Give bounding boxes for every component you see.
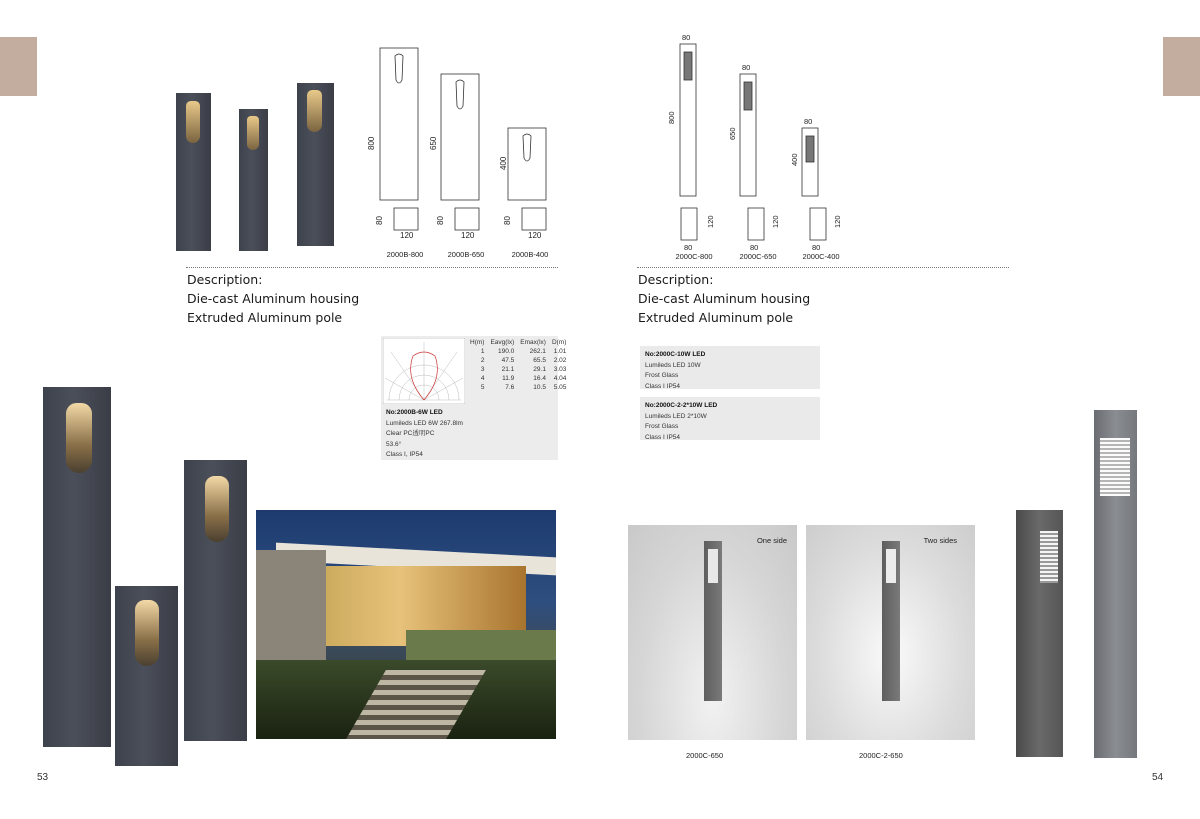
description-title: Description:	[638, 272, 714, 287]
spec-model: No:2000C-2-2*10W LED	[645, 402, 718, 409]
description-line: Extruded Aluminum pole	[638, 310, 794, 325]
render-photo-two-sides	[806, 525, 975, 740]
table-cell: 2.02	[553, 357, 567, 364]
dim-width: 120	[400, 231, 414, 240]
table-header-cell: D(m)	[551, 339, 567, 346]
photo-caption: 2000C-2-650	[859, 751, 903, 760]
dim-depth: 80	[503, 216, 512, 225]
right-page-tab	[1163, 37, 1200, 96]
svg-text:120: 120	[771, 215, 780, 228]
spec-line: Frost Glass	[645, 423, 679, 430]
spec-line: Class I, IP54	[386, 451, 423, 458]
left-page-tab	[0, 37, 37, 96]
spec-line: Lumileds LED 10W	[645, 361, 701, 369]
spec-model: No:2000B-6W LED	[386, 409, 443, 416]
photometric-table	[467, 338, 569, 392]
dim-height: 400	[499, 156, 508, 170]
table-cell: 10.5	[533, 384, 546, 391]
table-cell: 262.1	[529, 348, 546, 355]
svg-text:800: 800	[667, 111, 676, 124]
polar-diagram	[383, 338, 465, 404]
table-cell: 21.1	[501, 366, 515, 373]
drawing-label: 2000B-800	[386, 250, 424, 259]
photo-tag: Two sides	[923, 536, 957, 545]
table-row	[467, 365, 569, 374]
table-header-row	[467, 338, 569, 347]
description-block	[638, 270, 810, 327]
spec-line: Class I IP54	[645, 433, 681, 441]
photometric-card	[381, 336, 567, 460]
table-cell: 3	[480, 366, 485, 373]
table-cell: 47.5	[501, 357, 515, 364]
svg-text:80: 80	[682, 33, 691, 42]
table-header-cell: H(m)	[470, 339, 485, 346]
svg-text:80: 80	[742, 63, 751, 72]
dim-depth: 80	[436, 216, 445, 225]
spec-line: 53.6°	[386, 440, 402, 448]
architecture-night-photo	[256, 510, 556, 739]
page-number: 54	[1152, 772, 1164, 783]
drawing-label: 2000C-650	[739, 252, 777, 261]
divider	[186, 267, 558, 268]
table-row	[467, 356, 569, 365]
table-cell: 65.5	[533, 357, 546, 364]
table-cell: 1.01	[553, 348, 567, 355]
svg-text:650: 650	[728, 127, 737, 140]
dim-height: 650	[429, 136, 438, 150]
spec-line: Clear PC透明PC	[386, 430, 435, 437]
drawings-2000c	[660, 30, 860, 260]
drawing-label: 2000C-800	[675, 252, 713, 261]
table-cell: 4.04	[553, 375, 567, 382]
table-row	[467, 374, 569, 383]
description-line: Extruded Aluminum pole	[187, 310, 343, 325]
dim-width: 120	[461, 231, 475, 240]
table-header-cell: Emax(lx)	[520, 339, 546, 346]
svg-text:120: 120	[706, 215, 715, 228]
table-cell: 7.6	[505, 384, 515, 391]
svg-text:80: 80	[750, 243, 759, 252]
drawing-label: 2000B-400	[511, 250, 549, 259]
table-cell: 5.05	[553, 384, 567, 391]
dim-depth: 80	[375, 216, 384, 225]
description-block	[187, 270, 359, 327]
description-line: Die-cast Aluminum housing	[638, 291, 811, 306]
table-cell: 1	[480, 348, 485, 355]
table-cell: 29.1	[533, 366, 546, 373]
spec-2000b	[381, 404, 558, 465]
dim-height: 800	[367, 136, 376, 150]
render-photo-one-side	[628, 525, 797, 740]
table-cell: 16.4	[533, 375, 546, 382]
drawings-2000b	[360, 40, 560, 260]
description-title: Description:	[187, 272, 263, 287]
table-cell: 11.9	[502, 375, 515, 382]
table-row	[467, 347, 569, 356]
table-cell: 5	[480, 384, 485, 391]
table-header-cell: Eavg(lx)	[490, 339, 515, 346]
spec-line: Lumileds LED 2*10W	[645, 412, 707, 420]
spec-2000c-2	[640, 397, 820, 440]
divider	[637, 267, 1009, 268]
table-cell: 4	[480, 375, 485, 382]
drawing-label: 2000B-650	[447, 250, 485, 259]
table-cell: 3.03	[553, 366, 567, 373]
svg-text:120: 120	[833, 215, 842, 228]
spec-line: Lumileds LED 6W 267.8lm	[386, 419, 463, 427]
spec-line: Frost Glass	[645, 372, 679, 379]
spec-line: Class I IP54	[645, 382, 681, 390]
spec-2000c	[640, 346, 820, 389]
table-row	[467, 383, 569, 392]
svg-text:80: 80	[804, 117, 813, 126]
table-cell: 190.0	[498, 348, 515, 355]
svg-text:400: 400	[790, 153, 799, 166]
drawing-label: 2000C-400	[802, 252, 840, 261]
photo-caption: 2000C-650	[686, 751, 724, 760]
svg-text:80: 80	[812, 243, 821, 252]
description-line: Die-cast Aluminum housing	[187, 291, 360, 306]
table-cell: 2	[480, 357, 485, 364]
spec-model: No:2000C-10W LED	[645, 351, 706, 358]
photo-tag: One side	[756, 536, 787, 545]
dim-width: 120	[528, 231, 542, 240]
svg-text:80: 80	[684, 243, 693, 252]
page-number: 53	[37, 772, 49, 783]
